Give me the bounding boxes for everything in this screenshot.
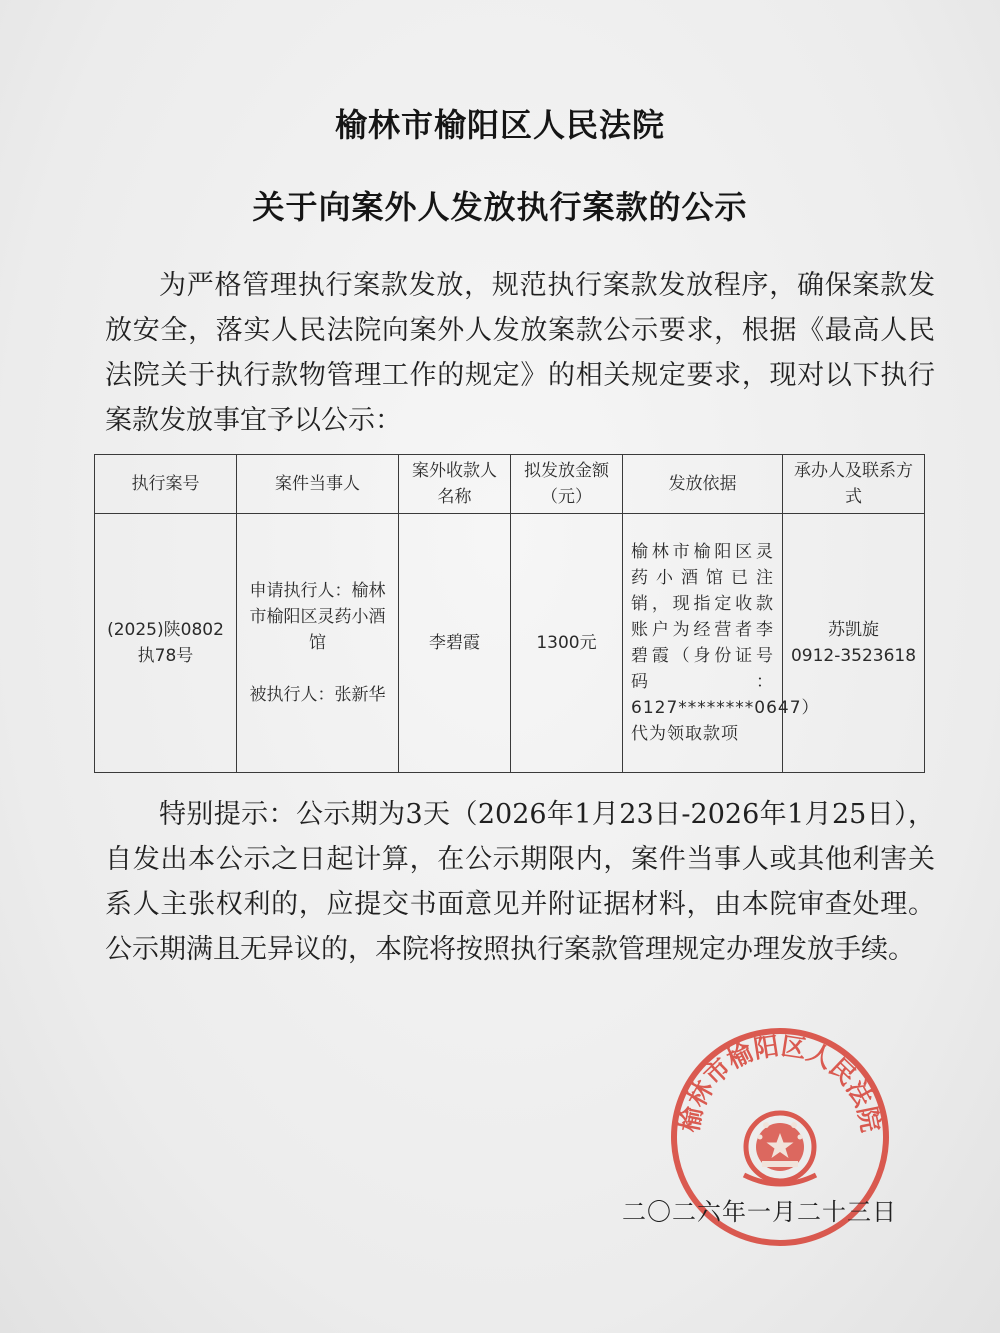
intro-paragraph: 为严格管理执行案款发放，规范执行案款发放程序，确保案款发放安全，落实人民法院向案外人发放案款公示要求，根据《最高人民法院关于执行款物管理工作的规定》的相关规定要求，现对以下执行案款发放事宜予以公示： (105, 270, 935, 436)
case-table (94, 454, 925, 773)
notice-title: 关于向案外人发放执行案款的公示 (252, 188, 748, 226)
header-amount: 拟发放金额（元） (511, 455, 623, 514)
handler-cell (783, 514, 925, 773)
handler-phone: 0912-3523618 (790, 646, 917, 666)
respondent-text: 被执行人：张新华 (249, 685, 386, 705)
header-payee: 案外收款人名称 (399, 455, 511, 514)
amount-cell: 1300元 (511, 514, 623, 773)
handler-name: 苏凯旋 (828, 620, 879, 640)
seal-text: 榆林市榆阳区人民法院 (674, 1031, 886, 1135)
applicant-text: 申请执行人：榆林市榆阳区灵药小酒馆 (249, 581, 386, 653)
payee-cell: 李碧霞 (399, 514, 511, 773)
basis-cell: 榆林市榆阳区灵药小酒馆已注销，现指定收款账户为经营者李碧霞（身份证号码：6127********0647）代为领取款项 (623, 514, 783, 773)
national-emblem-icon (744, 1113, 816, 1184)
header-case-number: 执行案号 (95, 455, 237, 514)
case-number-cell: (2025)陕0802执78号 (95, 514, 237, 773)
special-notice-paragraph: 特别提示：公示期为3天（2026年1月23日-2026年1月25日），自发出本公示之日起计算，在公示期限内，案件当事人或其他利害关系人主张权利的，应提交书面意见并附证据材料，由本院审查处理。公示期满且无异议的，本院将按照执行案款管理规定办理发放手续。 (105, 799, 935, 965)
table-header-row (95, 455, 925, 514)
header-parties: 案件当事人 (237, 455, 399, 514)
court-name-title: 榆林市榆阳区人民法院 (334, 106, 665, 144)
header-handler: 承办人及联系方式 (783, 455, 925, 514)
issue-date: 二〇二六年一月二十三日 (622, 1198, 897, 1226)
table-row (95, 514, 925, 773)
header-basis: 发放依据 (623, 455, 783, 514)
parties-cell (237, 514, 399, 773)
